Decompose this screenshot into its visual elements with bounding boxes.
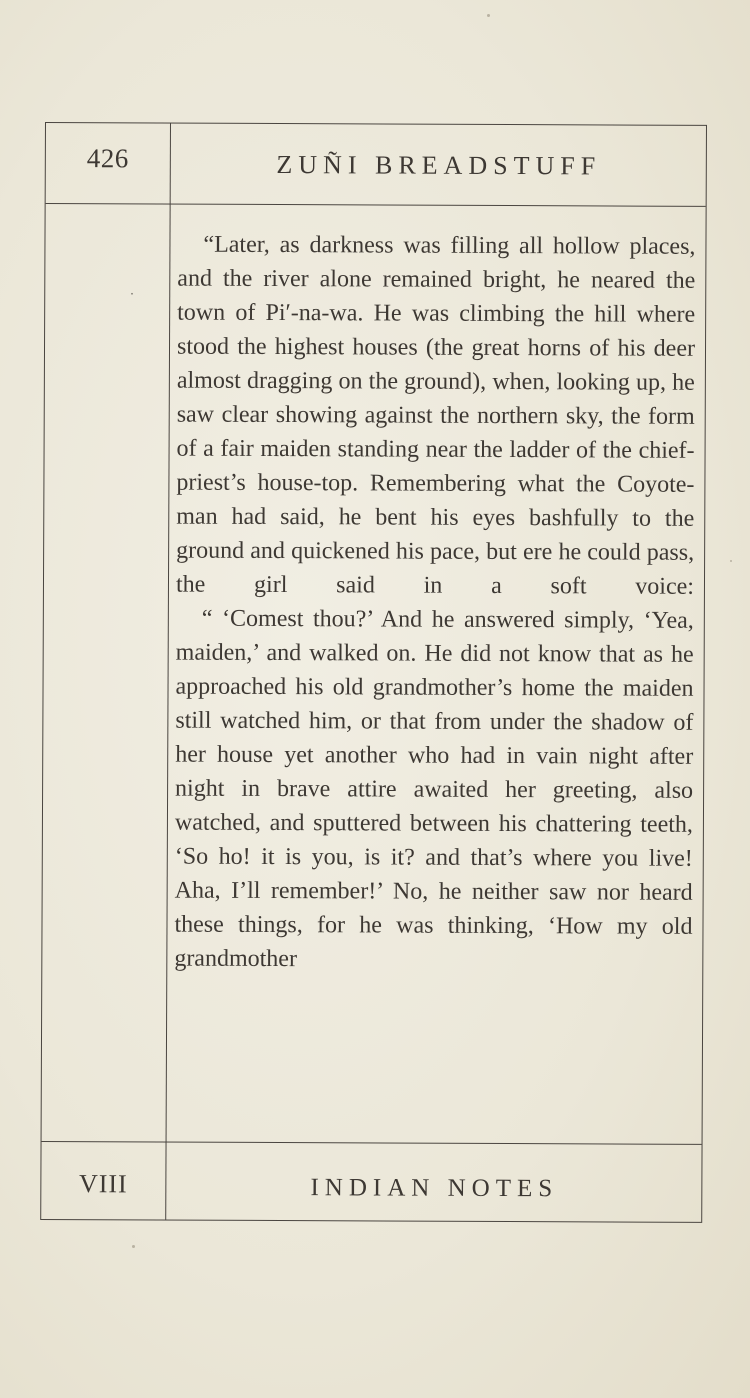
page-number: 426 [86, 143, 129, 174]
body-text [174, 228, 695, 978]
paragraph: “ ‘Comest thou?’ And he answered simply, ‘Yea, maiden,’ and walked on. He did not know that as he approached his old grandmother’s home the maiden still watched him, or that from under the shadow of her house yet another who had in vain night after night in brave attire awaited her greeting, also watched, and sputtered between his chattering teeth, ‘So ho! it is you, is it? and that’s where you live! Aha, I’ll remember!’ No, he neither saw nor heard these things, for he was thinking, ‘How my old grandmother [174, 605, 694, 973]
running-title: ZUÑI BREADSTUFF [276, 150, 602, 181]
series-title: INDIAN NOTES [310, 1174, 559, 1203]
header-rule [46, 203, 706, 207]
footer-rule [42, 1141, 702, 1145]
column-divider [165, 124, 171, 1220]
paper-speck [132, 1245, 135, 1248]
page-frame [40, 122, 707, 1223]
paper-speck [730, 560, 732, 562]
margin-dot: . [130, 283, 134, 299]
paper-speck [487, 14, 490, 17]
section-number: VIII [78, 1169, 128, 1199]
paragraph: “Later, as darkness was filling all hollow places, and the river alone remained bright, he neared the town of Pi′-na-wa. He was climbing the hill where stood the highest houses (the great horns of his deer almost dragging on the ground), when, looking up, he saw clear showing against the northern sky, the form of a fair maiden standing near the ladder of the chief-priest’s house-top. Remembering what the Coyote-man had said, he bent his eyes bashfully to the ground and quickened his pace, but ere he could pass, the girl said in a soft voice: [175, 231, 696, 600]
